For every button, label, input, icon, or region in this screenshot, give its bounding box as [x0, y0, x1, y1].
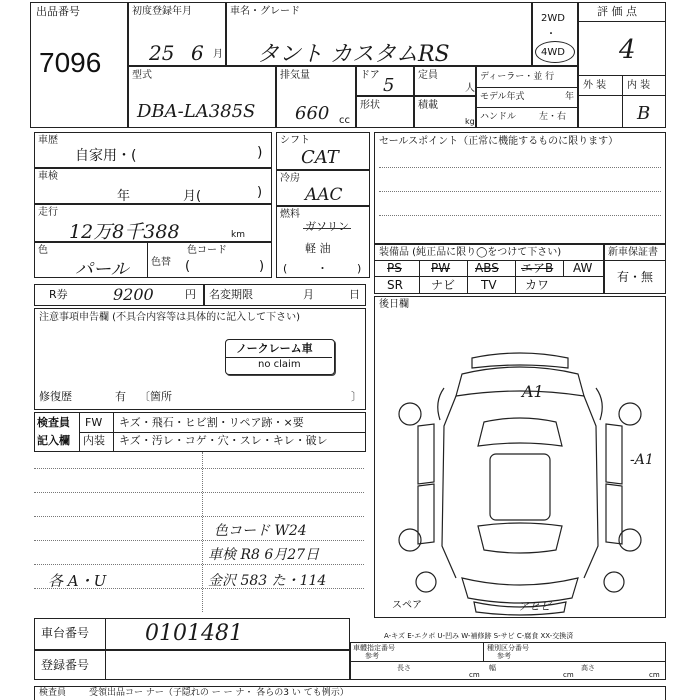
warranty-cell: [604, 244, 666, 294]
drive-type-cell: [532, 2, 578, 66]
color-repaint-label: 色替: [151, 257, 171, 268]
color-code-label: 色コード: [187, 245, 227, 256]
first-registration-month: 6: [191, 41, 204, 65]
car-name-cell: [226, 2, 532, 66]
doors-cell: [356, 66, 414, 96]
color-label: 色: [38, 245, 48, 256]
history-value: 自家用・(: [75, 148, 137, 164]
color-cell: [34, 242, 272, 278]
warranty-label: 新車保証書: [608, 247, 658, 258]
inspection-label: 車検: [38, 171, 58, 182]
inspector-label1: 検査員: [37, 416, 70, 429]
damage-mark-top: A1: [522, 382, 544, 401]
name-change-month: 月: [303, 288, 314, 301]
interior-label: 内 装: [627, 80, 651, 91]
load-cell: [414, 96, 476, 128]
width-label: 幅: [489, 664, 496, 672]
height-label: 高さ: [581, 664, 595, 672]
length-unit: cm: [469, 671, 480, 679]
frame-ref: 参考: [365, 652, 379, 660]
height-unit: cm: [649, 671, 660, 679]
mileage-cell: [34, 204, 272, 242]
diagram-label: 後日欄: [379, 299, 409, 310]
color-value: パール: [75, 259, 129, 280]
noclaim-line2: no claim: [258, 359, 301, 370]
frame-label: 車體指定番号: [353, 644, 395, 652]
sales-point-cell: [374, 132, 666, 244]
remarks-plate: 金沢 583 た・114: [208, 573, 327, 589]
inspector-fw: FW: [85, 416, 103, 429]
history-cell: [34, 132, 272, 168]
warranty-options: 有・無: [617, 270, 654, 284]
repair-parts: 〔箇所: [139, 390, 172, 403]
interior-grade: B: [637, 103, 651, 124]
recycle-cell: [34, 284, 204, 306]
remarks-color-code: 色コード W24: [214, 523, 307, 539]
exterior-label: 外 装: [583, 80, 607, 91]
mileage-unit: km: [231, 230, 245, 240]
remarks-inspection: 車検 R8 6月27日: [208, 547, 320, 563]
equip-tv: TV: [481, 278, 497, 292]
doors-value: 5: [383, 75, 395, 96]
equip-pw: PW: [431, 261, 451, 275]
rating-value: 4: [619, 35, 636, 65]
lot-number-label: 出品番号: [36, 5, 80, 18]
aircon-label: 冷房: [280, 173, 300, 184]
inspector-cell: [34, 412, 366, 452]
displacement-label: 排気量: [280, 70, 310, 81]
dealer-label: ディーラー・並 行: [480, 72, 555, 82]
inspector-line2: キズ・汚レ・コゲ・穴・スレ・キレ・破レ: [119, 434, 328, 447]
footer-cell: [34, 686, 666, 700]
drive-dot: ・: [546, 29, 556, 40]
footer-label: 検査員: [39, 688, 67, 698]
name-change-day: 日: [349, 288, 360, 301]
inspector-label2: 記入欄: [37, 434, 70, 447]
noclaim-stamp: [225, 339, 335, 375]
first-registration-year: 25: [149, 41, 175, 65]
sales-point-label: セールスポイント（正常に機能するものに限ります）: [379, 136, 619, 147]
chassis-number: 0101481: [145, 621, 243, 646]
registration-cell: [34, 650, 350, 680]
equip-ps: PS: [387, 261, 402, 275]
frame-number-cell: [350, 642, 666, 680]
recycle-label: R券: [49, 288, 68, 301]
damage-legend: A-キズ E-エクボ U-凹み W-補修跡 S-サビ C-腐食 XX-交換済: [384, 632, 574, 640]
damage-mark-side: -A1: [630, 452, 654, 468]
repair-close: 〕: [351, 390, 362, 403]
rating-label: 評 価 点: [597, 5, 637, 18]
car-name-label: 車名・グレード: [230, 6, 300, 17]
first-registration-cell: [128, 2, 226, 66]
class-label: 種別区分番号: [487, 644, 529, 652]
model-year-label: モデル年式: [480, 92, 525, 102]
noclaim-line1: ノークレーム車: [236, 342, 313, 355]
fuel-diesel: 軽 油: [305, 242, 331, 255]
load-label: 積載: [418, 100, 438, 111]
chassis-label: 車台番号: [41, 626, 90, 640]
windshield-label: アヒビ: [518, 600, 551, 613]
inspection-month-unit: 月(: [183, 189, 202, 204]
aircon-value: AAC: [305, 185, 343, 205]
inspection-close: ): [257, 185, 263, 200]
handle-options: 左・右: [539, 112, 567, 122]
equip-airbag: エアB: [521, 261, 554, 275]
displacement-cell: [276, 66, 356, 128]
name-change-label: 名変期限: [209, 288, 253, 301]
capacity-cell: [414, 66, 476, 96]
chassis-cell: [34, 618, 350, 650]
name-change-cell: [204, 284, 366, 306]
inspection-year-unit: 年: [117, 189, 131, 204]
shift-value: CAT: [301, 147, 339, 168]
drive-4wd: 4WD: [541, 47, 565, 58]
first-registration-label: 初度登録年月: [132, 6, 192, 17]
model-cell: [128, 66, 276, 128]
aircon-cell: [276, 170, 370, 206]
drive-2wd: 2WD: [541, 13, 565, 24]
dealer-cell: [476, 66, 578, 128]
equip-leather: カワ: [525, 278, 550, 292]
inspector-line1: キズ・飛石・ヒビ割・リペア跡・×要: [119, 416, 304, 429]
model-value: DBA-LA385S: [137, 101, 256, 122]
car-damage-diagram: [374, 296, 666, 618]
model-label: 型式: [132, 70, 152, 81]
car-name: タント カスタムRS: [257, 42, 450, 67]
equip-abs: ABS: [475, 261, 499, 275]
fuel-paren-dot: ・: [317, 262, 328, 275]
history-close: ): [257, 145, 263, 161]
width-unit: cm: [563, 671, 574, 679]
capacity-label: 定員: [418, 70, 438, 81]
repair-value: 有: [115, 390, 126, 403]
load-unit: kg: [465, 117, 475, 126]
lot-number-cell: [30, 2, 128, 128]
shift-cell: [276, 132, 370, 170]
footer-text: 受領出品コー ナー（子隠れの ー ー ナ・ 各らの3 い ても例示）: [89, 688, 349, 698]
shape-label: 形状: [360, 100, 380, 111]
displacement-unit: cc: [339, 115, 350, 126]
mileage-value: 12万8千388: [69, 221, 180, 243]
notes-label: 注意事項申告欄 (不具合内容等は具体的に記入して下さい): [39, 312, 300, 323]
remarks-area: [34, 452, 366, 614]
inspector-interior: 内装: [83, 434, 105, 447]
fuel-paren-close: ): [357, 262, 362, 275]
fuel-gasoline: ガソリン: [305, 220, 349, 233]
notes-cell: [34, 308, 366, 410]
spare-label: スペア: [392, 600, 422, 611]
lot-number: 7096: [39, 47, 102, 78]
fuel-label: 燃料: [280, 209, 300, 220]
recycle-value: 9200: [113, 285, 154, 304]
length-label: 長さ: [397, 664, 411, 672]
class-ref: 参考: [497, 652, 511, 660]
first-registration-month-unit: 月: [213, 49, 223, 60]
equip-sr: SR: [387, 278, 403, 292]
equipment-label: 装備品 (純正品に限り◯をつけて下さい): [379, 247, 562, 258]
equipment-cell: [374, 244, 604, 294]
recycle-yen: 円: [185, 288, 196, 301]
drive-4wd-circle: [535, 41, 575, 63]
doors-label: ドア: [360, 70, 380, 81]
registration-label: 登録番号: [41, 658, 90, 672]
handle-label: ハンドル: [480, 112, 517, 122]
mileage-label: 走行: [38, 207, 58, 218]
fuel-cell: [276, 206, 370, 278]
inspection-cell: [34, 168, 272, 204]
displacement-value: 660: [295, 103, 330, 124]
capacity-unit: 人: [465, 83, 475, 94]
remarks-left: 各 A・U: [48, 572, 107, 590]
shift-label: シフト: [280, 135, 310, 146]
shape-cell: [356, 96, 414, 128]
equip-navi: ナビ: [431, 278, 456, 292]
rating-cell: [578, 2, 666, 128]
color-code-open: (: [185, 259, 191, 274]
repair-label: 修復歴: [39, 390, 72, 403]
equip-aw: AW: [573, 261, 593, 275]
color-code-close: ): [259, 259, 265, 274]
fuel-paren-open: (: [283, 262, 288, 275]
history-label: 車歴: [38, 135, 58, 146]
model-year-unit: 年: [565, 92, 575, 102]
